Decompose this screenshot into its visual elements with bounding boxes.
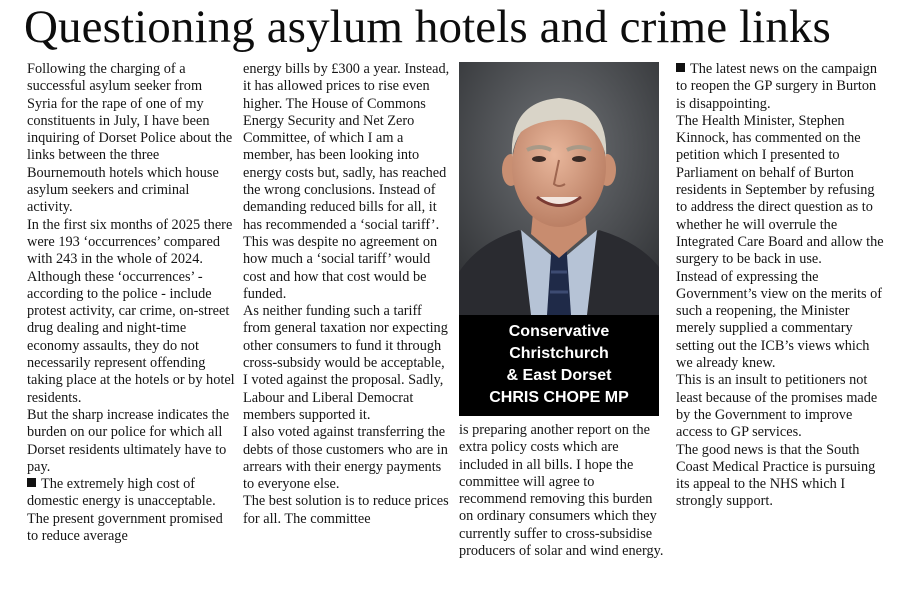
square-bullet-icon	[27, 478, 36, 487]
paragraph-text: The extremely high cost of domestic energy is unacceptable.	[27, 476, 216, 510]
paragraph: The good news is that the South Coast Medical Practice is pursuing its appeal to the NHS which I strongly support.	[676, 441, 876, 510]
article-column-1	[27, 61, 235, 545]
paragraph: The Health Minister, Stephen Kinnock, has commented on the petition which I presented to Parliament on behalf of Burton residents in September by refusing to address the direct question as to whether he will overrule the Integrated Care Board and allow the surgery to be back in use.	[676, 112, 884, 268]
paragraph: As neither funding such a tariff from general taxation nor expecting other consumers to fund it through cross-subsidy would be acceptable, I voted against the proposal. Sadly, Labour and Liberal Democrat members supported it.	[243, 303, 448, 423]
paragraph: Instead of expressing the Government’s view on the merits of such a reopening, the Minister merely supplied a commentary setting out the ICB’s views which we already knew.	[676, 268, 883, 372]
caption-constituency-1: Christchurch	[509, 345, 609, 362]
photo-caption	[459, 315, 659, 416]
paragraph: The best solution is to reduce prices for all. The committee	[243, 493, 449, 527]
paragraph: This was despite no agreement on how much a ‘social tariff’ would cost and how that cost would be funded.	[243, 233, 438, 302]
paragraph-bulleted	[27, 476, 235, 511]
portrait-illustration	[459, 62, 659, 315]
article-column-4	[676, 61, 886, 511]
paragraph: This is an insult to petitioners not least because of the promises made by the Government to improve access to GP services.	[676, 372, 878, 441]
paragraph: But the sharp increase indicates the burden on our police for which all Dorset residents ultimately have to pay.	[27, 406, 230, 475]
article-headline: Questioning asylum hotels and crime links	[24, 1, 831, 53]
caption-party: Conservative	[508, 323, 610, 340]
paragraph: Although these ‘occurrences’ - according to the police - include protest activity, car crime, on-street drug dealing and night-time economy assaults, they do not necessarily represent offending taking place at the hotels or by hotel residents.	[27, 268, 235, 406]
paragraph: Following the charging of a successful asylum seeker from Syria for the rape of one of my constituents in July, I have been inquiring of Dorset Police about the links between the three Bournemouth hotels which house asylum seekers and criminal activity.	[27, 61, 233, 216]
square-bullet-icon	[676, 63, 685, 72]
paragraph: energy bills by £300 a year. Instead, it has allowed prices to rise even higher. The House of Commons Energy Security and Net Zero Committee, of which I am a member, has been looking into energy costs but, sadly, has reached the wrong conclusions. Instead of demanding reduced bills for all, it has recommended a ‘social tariff’.	[243, 61, 450, 233]
article-column-2	[243, 61, 451, 528]
paragraph-text: The latest news on the campaign to reopen the GP surgery in Burton is disappointing.	[676, 61, 877, 112]
paragraph: I also voted against transferring the debts of those customers who are in arrears with their energy payments to everyone else.	[243, 424, 448, 493]
caption-name: CHRIS CHOPE MP	[489, 389, 629, 406]
article-column-3	[459, 422, 665, 560]
mp-portrait-photo	[459, 62, 659, 315]
paragraph: is preparing another report on the extra policy costs which are included in all bills. I hope the committee will agree to recommend removing this burden on ordinary consumers which they currently suffer to cross-subsidise producers of solar and wind energy.	[459, 422, 664, 560]
paragraph: In the first six months of 2025 there were 193 ‘occurrences’ compared with 243 in the whole of 2024.	[27, 216, 233, 268]
caption-constituency-2: & East Dorset	[506, 367, 612, 384]
paragraph: The present government promised to reduce average	[27, 510, 223, 545]
paragraph-bulleted	[676, 61, 886, 113]
